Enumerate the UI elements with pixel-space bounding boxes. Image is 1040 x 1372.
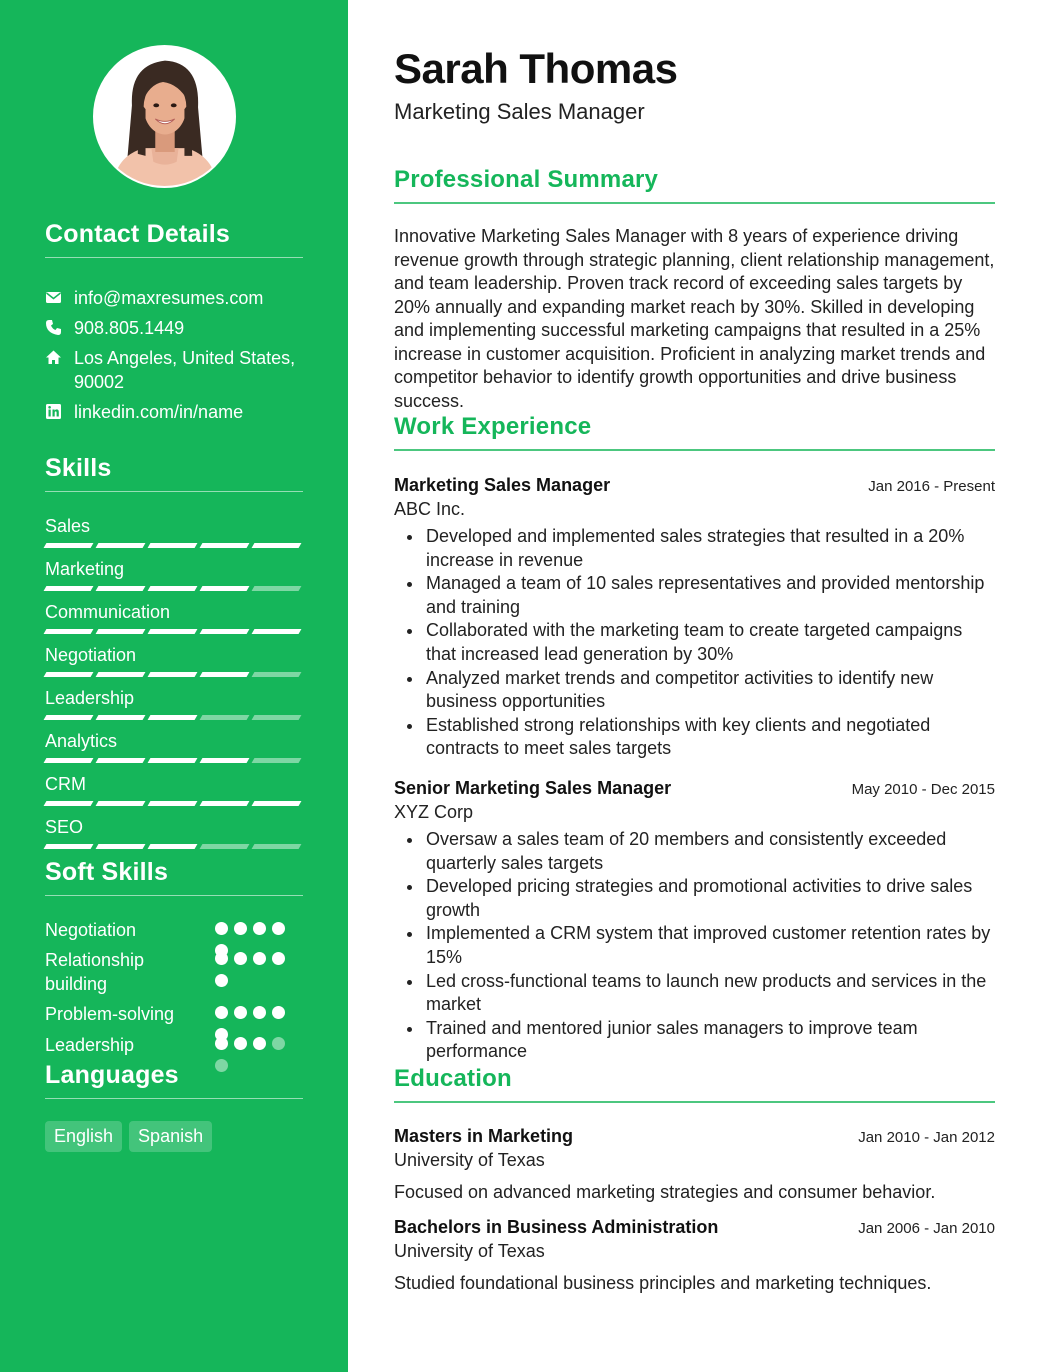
skill-row xyxy=(45,772,303,815)
home-icon xyxy=(45,349,62,366)
experience-heading: Work Experience xyxy=(394,413,995,451)
job-bullet: Collaborated with the marketing team to create targeted campaigns that increased lead generation by 30% xyxy=(394,619,995,666)
soft-skills-section xyxy=(45,858,303,1063)
contact-list xyxy=(45,286,303,424)
skill-segment-filled xyxy=(148,801,198,806)
skill-segment-filled xyxy=(200,543,250,548)
education-dates: Jan 2006 - Jan 2010 xyxy=(858,1220,995,1237)
job-bullet: Led cross-functional teams to launch new products and services in the market xyxy=(394,970,995,1017)
skill-segment-empty xyxy=(200,715,250,720)
skill-segment-empty xyxy=(252,844,302,849)
skill-segment-filled xyxy=(148,586,198,591)
contact-address-text: Los Angeles, United States, 90002 xyxy=(74,348,296,392)
summary-text: Innovative Marketing Sales Manager with 8 years of experience driving revenue growth through strategic planning, client relationship management, and team leadership. Proven track record of exceeding sales targets by 20% annually and expanding market reach by 30%. Skilled in developing and implementing successful marketing campaigns that resulted in a 25% increase in customer acquisition. Proficient in analyzing market trends and competitor behavior to identify growth opportunities and drive business success. xyxy=(394,226,995,411)
candidate-name: Sarah Thomas xyxy=(394,45,678,92)
rating-dot-filled xyxy=(215,1006,228,1019)
job-entry xyxy=(394,776,995,1064)
candidate-title: Marketing Sales Manager xyxy=(394,99,645,124)
job-bullet: Implemented a CRM system that improved customer retention rates by 15% xyxy=(394,922,995,969)
summary-heading: Professional Summary xyxy=(394,166,995,204)
profile-photo xyxy=(93,45,236,188)
skill-segment-filled xyxy=(148,543,198,548)
skills-heading: Skills xyxy=(45,454,303,492)
job-header xyxy=(394,776,995,800)
rating-dot-filled xyxy=(234,1006,247,1019)
skills-section xyxy=(45,454,303,858)
education-entry xyxy=(394,1215,995,1295)
skill-segment-filled xyxy=(44,715,94,720)
language-chip: Spanish xyxy=(129,1121,212,1152)
profile-photo-illustration xyxy=(95,47,234,186)
skill-segment-filled xyxy=(96,543,146,548)
job-bullet: Managed a team of 10 sales representatives and provided mentorship and training xyxy=(394,572,995,619)
skill-row xyxy=(45,729,303,772)
soft-skill-name: Relationship building xyxy=(45,950,145,994)
job-bullet: Developed and implemented sales strategies that resulted in a 20% increase in revenue xyxy=(394,525,995,572)
soft-skill-row xyxy=(45,1002,303,1033)
education-school: University of Texas xyxy=(394,1241,545,1261)
languages-section xyxy=(45,1061,303,1152)
skill-name: SEO xyxy=(45,817,84,837)
skill-segment-filled xyxy=(148,715,198,720)
rating-dot-empty xyxy=(272,1037,285,1050)
rating-dot-filled xyxy=(215,1037,228,1050)
rating-dot-filled xyxy=(253,1006,266,1019)
education-description: Studied foundational business principles and marketing techniques. xyxy=(394,1273,932,1293)
job-bullet: Analyzed market trends and competitor activities to identify new business opportunities xyxy=(394,667,995,714)
job-bullet: Oversaw a sales team of 20 members and consistently exceeded quarterly sales targets xyxy=(394,828,995,875)
skill-segment-filled xyxy=(44,801,94,806)
skill-segment-filled xyxy=(44,586,94,591)
skill-segment-filled xyxy=(96,672,146,677)
rating-dot-filled xyxy=(234,1037,247,1050)
rating-dot-filled xyxy=(234,952,247,965)
skill-segment-filled xyxy=(96,844,146,849)
skill-row xyxy=(45,815,303,858)
contact-heading: Contact Details xyxy=(45,220,303,258)
skill-segment-filled xyxy=(96,586,146,591)
skill-segment-filled xyxy=(96,715,146,720)
soft-skill-name: Negotiation xyxy=(45,920,137,940)
contact-phone-text[interactable]: 908.805.1449 xyxy=(74,318,185,338)
skill-segment-filled xyxy=(96,758,146,763)
sidebar xyxy=(0,0,348,1372)
rating-dot-filled xyxy=(272,1006,285,1019)
job-bullets xyxy=(394,525,995,761)
job-bullet: Trained and mentored junior sales managers to improve team performance xyxy=(394,1017,995,1064)
phone-icon xyxy=(45,319,62,336)
skill-segment-filled xyxy=(96,801,146,806)
education-heading: Education xyxy=(394,1065,995,1103)
education-header xyxy=(394,1215,995,1239)
skill-segment-filled xyxy=(148,629,198,634)
education-description: Focused on advanced marketing strategies and consumer behavior. xyxy=(394,1182,936,1202)
contact-email[interactable] xyxy=(45,286,303,310)
soft-skills-heading: Soft Skills xyxy=(45,858,303,896)
skill-segment-filled xyxy=(200,801,250,806)
rating-dot-filled xyxy=(272,952,285,965)
skill-segment-filled xyxy=(148,672,198,677)
skill-segment-filled xyxy=(96,629,146,634)
languages-list xyxy=(45,1121,303,1152)
skill-level-bar xyxy=(45,715,300,720)
skill-segment-filled xyxy=(252,543,302,548)
skill-segment-empty xyxy=(252,715,302,720)
skill-name: CRM xyxy=(45,774,86,794)
job-header xyxy=(394,473,995,497)
job-entry xyxy=(394,473,995,761)
skill-name: Leadership xyxy=(45,688,135,708)
job-dates: May 2010 - Dec 2015 xyxy=(851,781,995,798)
education-school: University of Texas xyxy=(394,1150,545,1170)
skill-segment-empty xyxy=(252,758,302,763)
skill-level-bar xyxy=(45,586,300,591)
contact-address xyxy=(45,346,303,394)
education-degree: Bachelors in Business Administration xyxy=(394,1217,719,1237)
soft-skill-dots xyxy=(215,952,295,987)
skill-segment-filled xyxy=(44,758,94,763)
job-dates: Jan 2016 - Present xyxy=(868,478,995,495)
skills-list xyxy=(45,514,303,858)
education-header xyxy=(394,1124,995,1148)
skill-level-bar xyxy=(45,629,300,634)
contact-email-text[interactable]: info@maxresumes.com xyxy=(74,288,264,308)
skill-segment-filled xyxy=(44,844,94,849)
skill-segment-filled xyxy=(252,801,302,806)
job-bullet: Developed pricing strategies and promotional activities to drive sales growth xyxy=(394,875,995,922)
job-bullet: Established strong relationships with key clients and negotiated contracts to meet sales targets xyxy=(394,714,995,761)
contact-linkedin[interactable] xyxy=(45,400,303,424)
skill-level-bar xyxy=(45,801,300,806)
soft-skill-name: Problem-solving xyxy=(45,1004,175,1024)
language-chip: English xyxy=(45,1121,122,1152)
rating-dot-filled xyxy=(253,952,266,965)
rating-dot-filled xyxy=(234,922,247,935)
skill-segment-filled xyxy=(200,586,250,591)
job-company: XYZ Corp xyxy=(394,802,474,822)
skill-segment-filled xyxy=(200,672,250,677)
soft-skill-row xyxy=(45,948,303,1002)
skill-segment-filled xyxy=(44,672,94,677)
job-bullets xyxy=(394,828,995,1064)
soft-skills-list xyxy=(45,918,303,1063)
education-entry xyxy=(394,1124,995,1204)
rating-dot-filled xyxy=(272,922,285,935)
skill-row xyxy=(45,600,303,643)
skill-name: Negotiation xyxy=(45,645,137,665)
education-degree: Masters in Marketing xyxy=(394,1126,574,1146)
skill-segment-filled xyxy=(148,758,198,763)
skill-segment-filled xyxy=(252,629,302,634)
job-company: ABC Inc. xyxy=(394,499,466,519)
contact-phone[interactable] xyxy=(45,316,303,340)
rating-dot-filled xyxy=(215,922,228,935)
skill-segment-filled xyxy=(200,758,250,763)
skill-segment-filled xyxy=(44,543,94,548)
skill-name: Sales xyxy=(45,516,91,536)
contact-linkedin-text[interactable]: linkedin.com/in/name xyxy=(74,402,244,422)
skill-row xyxy=(45,514,303,557)
education-dates: Jan 2010 - Jan 2012 xyxy=(858,1129,995,1146)
rating-dot-filled xyxy=(215,952,228,965)
soft-skill-name: Leadership xyxy=(45,1035,135,1055)
skill-level-bar xyxy=(45,844,300,849)
skill-row xyxy=(45,643,303,686)
rating-dot-filled xyxy=(253,922,266,935)
rating-dot-filled xyxy=(215,974,228,987)
rating-dot-filled xyxy=(253,1037,266,1050)
skill-segment-empty xyxy=(252,672,302,677)
linkedin-icon xyxy=(45,403,62,420)
skill-level-bar xyxy=(45,758,300,763)
skill-level-bar xyxy=(45,672,300,677)
skill-row xyxy=(45,557,303,600)
skill-segment-empty xyxy=(200,844,250,849)
soft-skill-row xyxy=(45,918,303,948)
skill-segment-empty xyxy=(252,586,302,591)
skill-segment-filled xyxy=(44,629,94,634)
contact-section xyxy=(45,220,303,430)
skill-segment-filled xyxy=(200,629,250,634)
job-role: Senior Marketing Sales Manager xyxy=(394,778,672,798)
skill-level-bar xyxy=(45,543,300,548)
skill-segment-filled xyxy=(148,844,198,849)
skill-name: Marketing xyxy=(45,559,125,579)
skill-name: Analytics xyxy=(45,731,118,751)
languages-heading: Languages xyxy=(45,1061,303,1099)
job-role: Marketing Sales Manager xyxy=(394,475,611,495)
soft-skill-row xyxy=(45,1033,303,1063)
envelope-icon xyxy=(45,289,62,306)
skill-row xyxy=(45,686,303,729)
skill-name: Communication xyxy=(45,602,171,622)
